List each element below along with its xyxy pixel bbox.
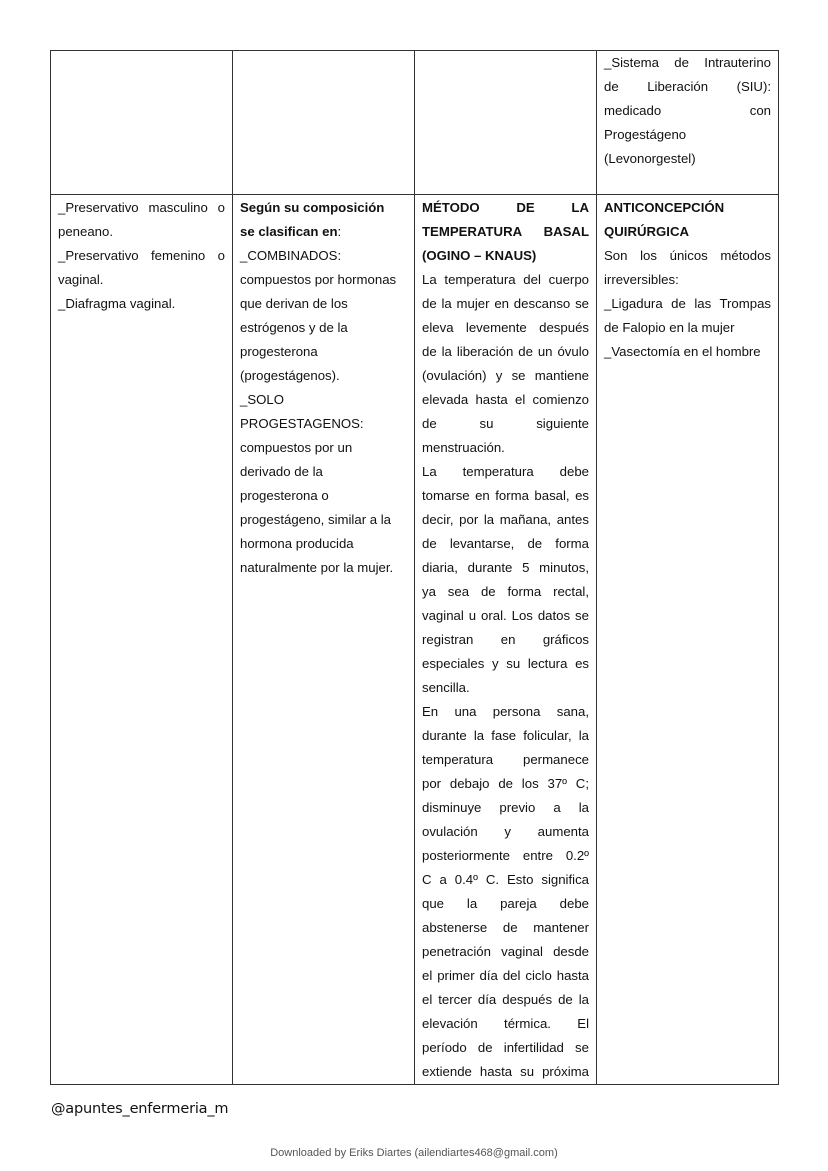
cell-text-line: disminuye previo a la: [422, 800, 589, 815]
cell-text-line: progesterona o: [240, 488, 329, 503]
cell-text-line: medicado con: [604, 103, 771, 118]
cell-text-line: _Ligadura de las Trompas: [604, 296, 771, 311]
cell-text-line: naturalmente por la mujer.: [240, 560, 394, 575]
cell-text-line: PROGESTAGENOS:: [240, 416, 364, 431]
cell-text-line: irreversibles:: [604, 272, 679, 287]
cell-text-line: _Sistema de Intrauterino: [604, 55, 771, 70]
cell-text-line: por debajo de los 37º C;: [422, 776, 589, 791]
cell-text-line: derivado de la: [240, 464, 323, 479]
cell-text-line: de Falopio en la mujer: [604, 320, 735, 335]
cell-heading-line: MÉTODO DE LA: [422, 200, 589, 215]
cell-text-line: peneano.: [58, 224, 114, 239]
cell-text-line: durante la fase folicular, la: [422, 728, 589, 743]
cell-text-line: progestágeno, similar a la: [240, 512, 392, 527]
cell-text-line: elevada hasta el comienzo: [422, 392, 589, 407]
cell-text-line: decir, por la mañana, antes: [422, 512, 589, 527]
cell-text-line: registran en gráficos: [422, 632, 589, 647]
cell-heading-line: ANTICONCEPCIÓN: [604, 200, 725, 215]
cell-text-line: C a 0.4º C. Esto significa: [422, 872, 589, 887]
cell-text-line: estrógenos y de la: [240, 320, 348, 335]
cell-text-line: (progestágenos).: [240, 368, 340, 383]
cell-text-line: _Vasectomía en el hombre: [604, 344, 761, 359]
cell-text-line: _Preservativo masculino o: [58, 200, 225, 215]
table-cell-barrier-methods: [51, 195, 233, 1085]
cell-text-line: el primer día del ciclo hasta: [422, 968, 589, 983]
table-cell-hormonal-composition: [233, 195, 415, 1085]
cell-text-line: de Liberación (SIU):: [604, 79, 771, 94]
cell-text-line: ya sea de forma rectal,: [422, 584, 589, 599]
cell-text-line: temperatura permanece: [422, 752, 589, 767]
cell-text-line: de su siguiente: [422, 416, 589, 431]
cell-text-line: compuestos por hormonas: [240, 272, 397, 287]
table-cell-empty: [51, 51, 233, 195]
cell-text-line: vaginal.: [58, 272, 104, 287]
table-cell-surgical-contraception: [597, 195, 779, 1085]
cell-text-line: elevación térmica. El: [422, 1016, 589, 1031]
cell-text-line: de la mujer en descanso se: [422, 296, 589, 311]
cell-text-line: abstenerse de mantener: [422, 920, 589, 935]
cell-text-line: En una persona sana,: [422, 704, 589, 719]
cell-text-line: hormona producida: [240, 536, 354, 551]
cell-text-line: _Preservativo femenino o: [58, 248, 225, 263]
cell-text-line: sencilla.: [422, 680, 470, 695]
table-row: [51, 51, 779, 195]
table-row: [51, 195, 779, 1085]
cell-text-line: La temperatura debe: [422, 464, 589, 479]
cell-text-line: el tercer día después de la: [422, 992, 589, 1007]
cell-text-line: Progestágeno: [604, 127, 687, 142]
cell-text-line: compuestos por un: [240, 440, 353, 455]
cell-text-line: (ovulación) y se mantiene: [422, 368, 589, 383]
contraception-methods-table: [50, 50, 779, 1085]
cell-heading-line: (OGINO – KNAUS): [422, 248, 537, 263]
cell-text-line: ovulación y aumenta: [422, 824, 589, 839]
download-note: Downloaded by Eriks Diartes (ailendiartes468@gmail.com): [270, 1147, 558, 1159]
cell-text-line: (Levonorgestel): [604, 151, 696, 166]
cell-text-line: que la pareja debe: [422, 896, 589, 911]
cell-text-line: que derivan de los: [240, 296, 348, 311]
table-cell-empty: [415, 51, 597, 195]
cell-text-line: menstruación.: [422, 440, 505, 455]
cell-text-line: _Diafragma vaginal.: [58, 296, 176, 311]
cell-text-line: especiales y su lectura es: [422, 656, 589, 671]
cell-heading-line: TEMPERATURA BASAL: [422, 224, 589, 239]
cell-text-line: vaginal u oral. Los datos se: [422, 608, 589, 623]
cell-heading: Según su composición: [240, 200, 385, 215]
cell-text-line: penetración vaginal desde: [422, 944, 589, 959]
table-cell-siu: [597, 51, 779, 195]
cell-text-line: de la liberación de un óvulo: [422, 344, 589, 359]
cell-text-line: _SOLO: [240, 392, 284, 407]
cell-text-line: extiende hasta su próxima: [422, 1064, 589, 1079]
cell-text-line: de levantarse, de forma: [422, 536, 589, 551]
cell-text-line: posteriormente entre 0.2º: [422, 848, 589, 863]
cell-text-line: tomarse en forma basal, es: [422, 488, 589, 503]
author-handle: @apuntes_enfermeria_m: [51, 1101, 229, 1117]
cell-heading-line: QUIRÚRGICA: [604, 224, 689, 239]
cell-text-line: Son los únicos métodos: [604, 248, 771, 263]
cell-text-line: eleva levemente después: [422, 320, 589, 335]
table-cell-empty: [233, 51, 415, 195]
cell-heading: se clasifican en:: [240, 224, 342, 239]
cell-text-line: período de infertilidad se: [422, 1040, 589, 1055]
cell-text-line: progesterona: [240, 344, 318, 359]
cell-text-line: _COMBINADOS:: [240, 248, 342, 263]
table-cell-basal-temperature-method: [415, 195, 597, 1085]
cell-text-line: diaria, durante 5 minutos,: [422, 560, 589, 575]
cell-text-line: La temperatura del cuerpo: [422, 272, 589, 287]
